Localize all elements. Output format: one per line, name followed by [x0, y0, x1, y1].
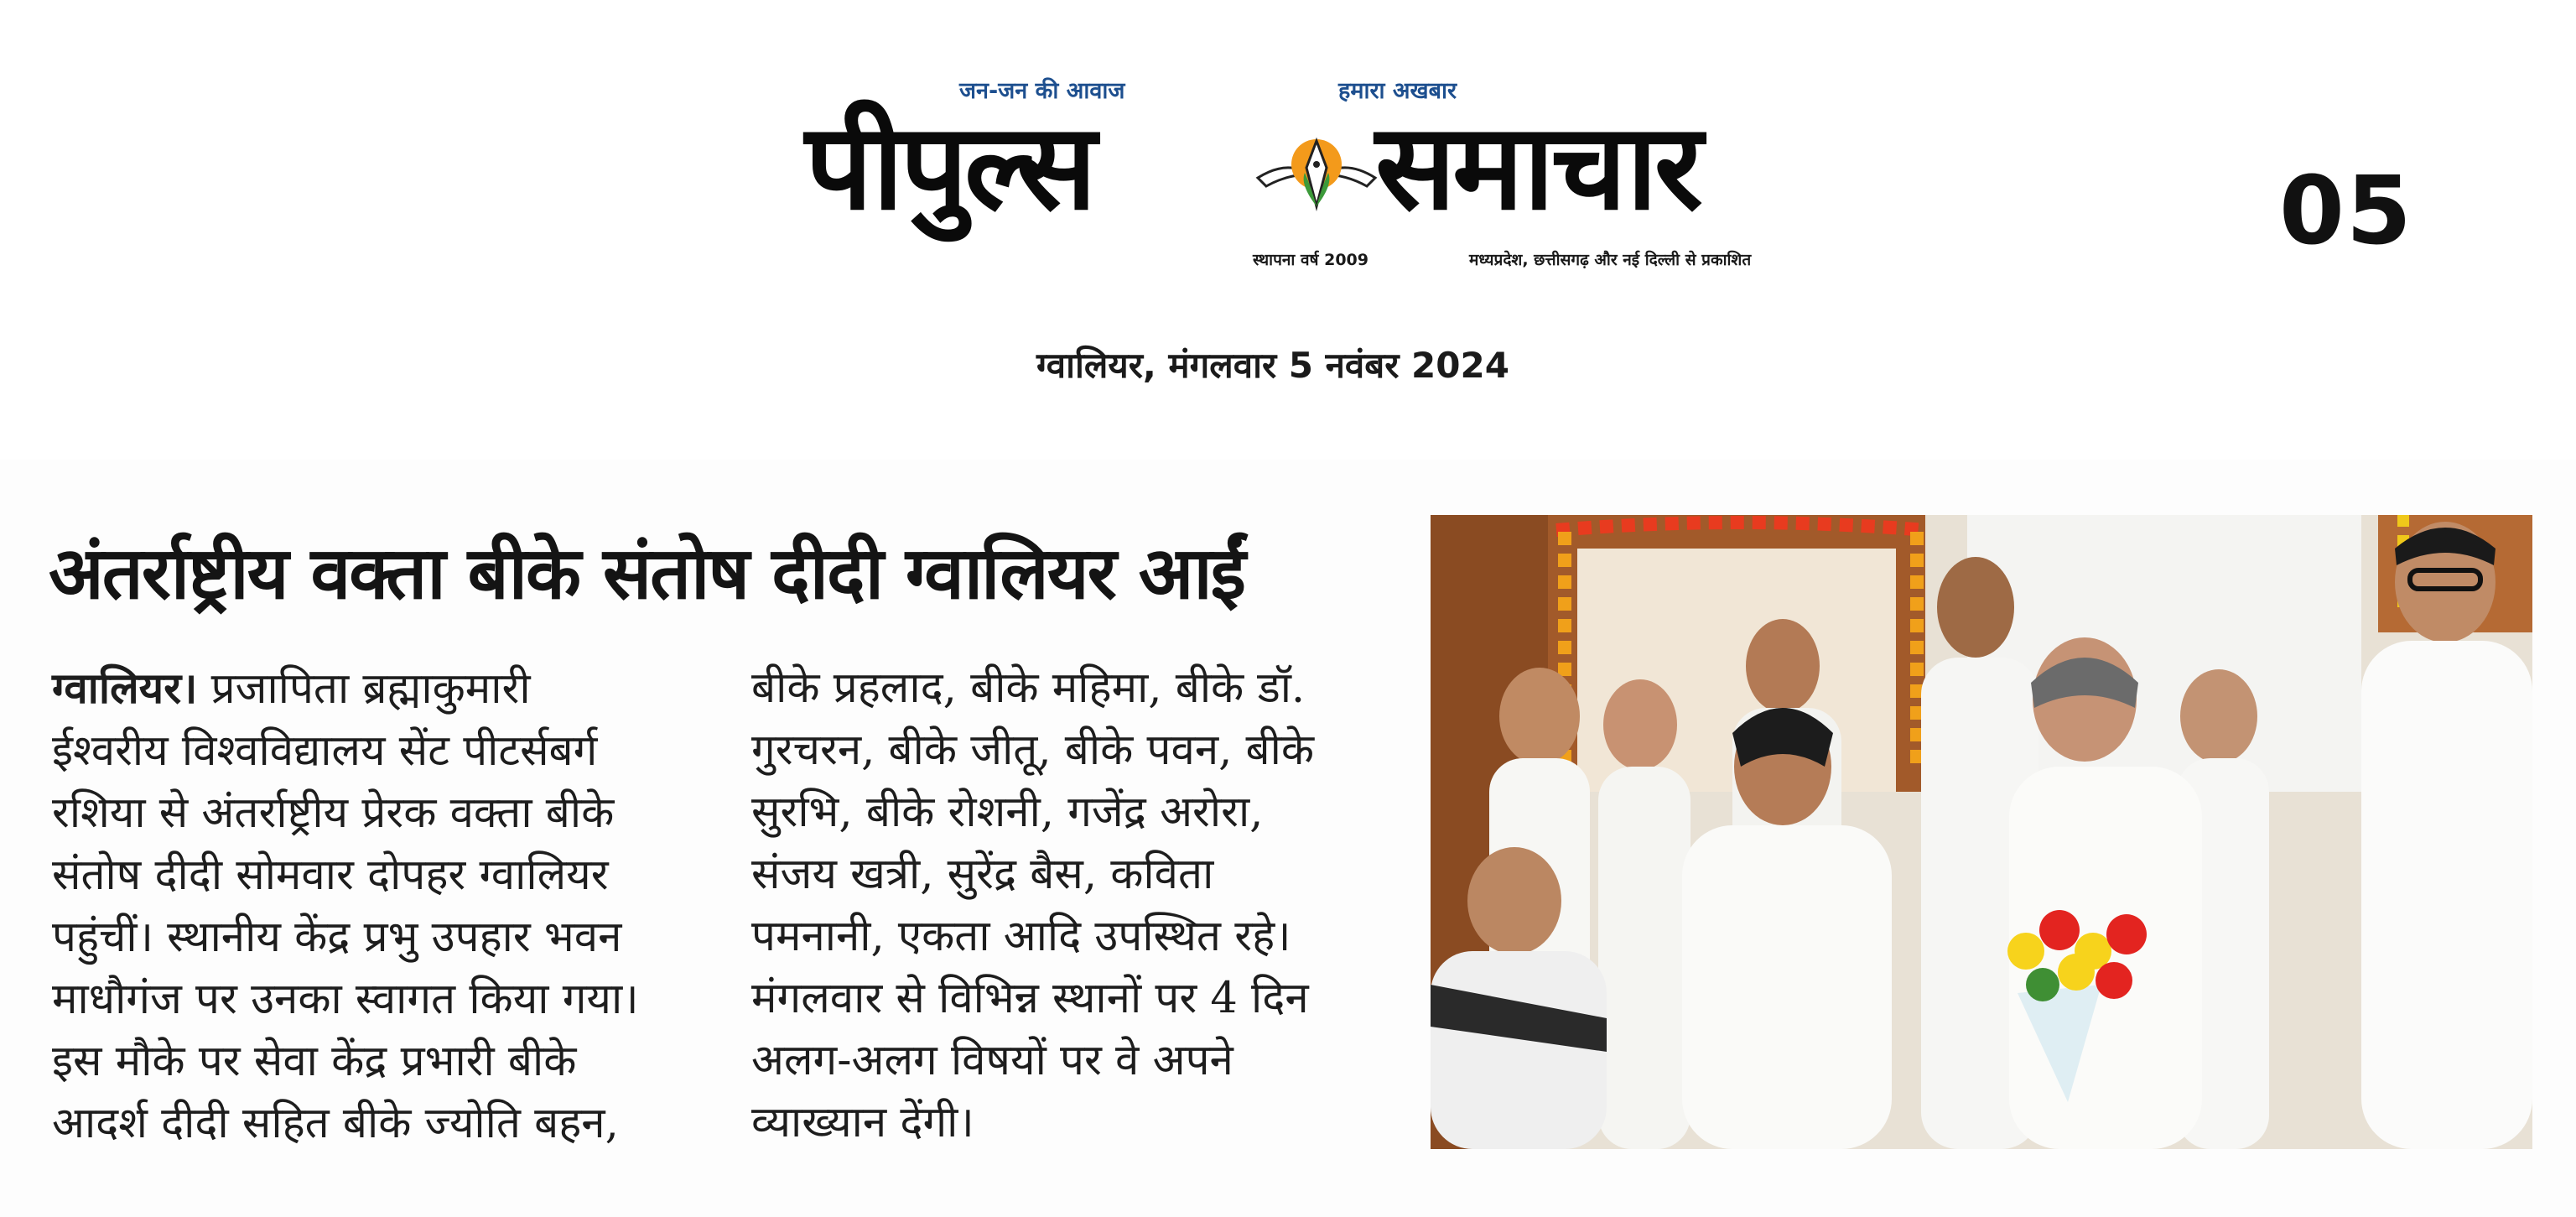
article-line: आदर्श दीदी सहित बीके ज्योति बहन, — [52, 1099, 619, 1148]
page-number: 05 — [2279, 157, 2413, 266]
masthead-tagline-right: हमारा अखबार — [1338, 78, 1457, 104]
article-line: इस मौके पर सेवा केंद्र प्रभारी बीके — [52, 1037, 577, 1086]
article-column-1 — [52, 658, 689, 1155]
logo-word-left: पीपुल्स — [805, 97, 1093, 237]
article-line-text: प्रजापिता ब्रह्माकुमारी — [197, 664, 531, 714]
dateline: ग्वालियर, मंगलवार 5 नवंबर 2024 — [1036, 345, 1509, 386]
article-line: संजय खत्री, सुरेंद्र बैस, कविता — [751, 850, 1214, 899]
article-line: पमनानी, एकता आदि उपस्थित रहे। — [751, 912, 1291, 961]
article-line: बीके प्रहलाद, बीके महिमा, बीके डॉ. — [751, 663, 1306, 713]
article-line: अलग-अलग विषयों पर वे अपने — [751, 1036, 1233, 1085]
article-line: ईश्वरीय विश्वविद्यालय सेंट पीटर्सबर्ग — [52, 726, 598, 776]
article-line: मंगलवार से विभिन्न स्थानों पर 4 दिन — [751, 974, 1309, 1023]
article-column-2 — [751, 658, 1376, 1154]
article-dateline-word: ग्वालियर। — [52, 663, 198, 714]
article-line: माधौगंज पर उनका स्वागत किया गया। — [52, 975, 639, 1024]
article-headline: अंतर्राष्ट्रीय वक्ता बीके संतोष दीदी ग्वालियर आईं — [49, 531, 1244, 616]
article-line: पहुंचीं। स्थानीय केंद्र प्रभु उपहार भवन — [52, 913, 622, 962]
news-photo — [1431, 515, 2532, 1149]
established-year: स्थापना वर्ष 2009 — [1253, 251, 1368, 269]
pen-sun-emblem-icon — [1249, 126, 1384, 235]
publication-states: मध्यप्रदेश, छत्तीसगढ़ और नई दिल्ली से प्रकाशित — [1469, 251, 1752, 269]
article-line: सुरभि, बीके रोशनी, गजेंद्र अरोरा, — [751, 788, 1264, 837]
article-line: गुरचरन, बीके जीतू, बीके पवन, बीके — [751, 726, 1315, 775]
logo-word-right: समाचार — [1375, 97, 1700, 237]
article-line — [52, 658, 689, 720]
masthead-tagline-left: जन-जन की आवाज — [959, 78, 1125, 104]
article-line: रशिया से अंतर्राष्ट्रीय प्रेरक वक्ता बीके — [52, 788, 615, 838]
article-line: संतोष दीदी सोमवार दोपहर ग्वालियर — [52, 850, 609, 900]
article-line: व्याख्यान देंगी। — [751, 1098, 974, 1147]
